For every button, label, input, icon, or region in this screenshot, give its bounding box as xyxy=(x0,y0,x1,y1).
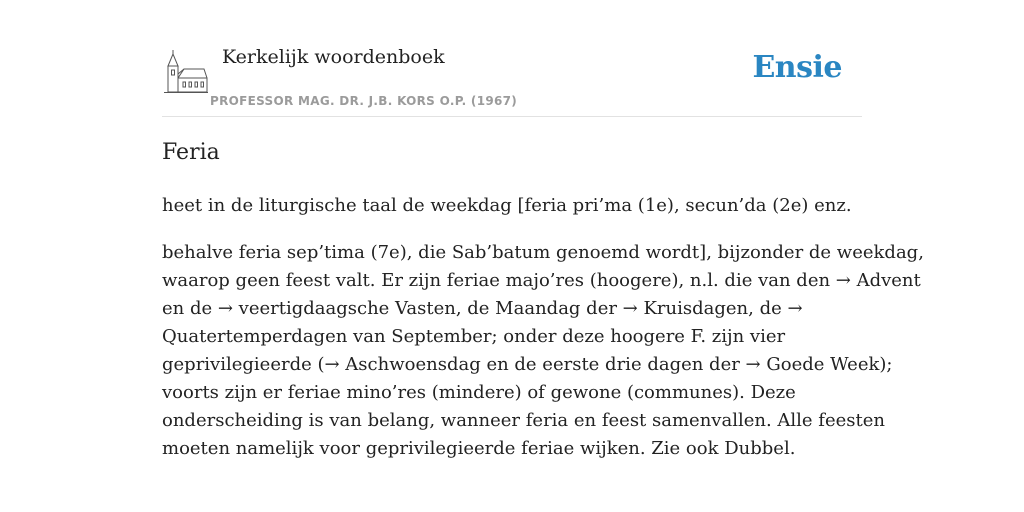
book-title[interactable]: Kerkelijk woordenboek xyxy=(222,46,445,68)
paragraph-line: behalve feria sep’tima (7e), die Sab’batum genoemd wordt], bijzonder de weekdag, xyxy=(162,242,924,263)
author-label: PROFESSOR MAG. DR. J.B. KORS O.P. (1967) xyxy=(210,94,518,108)
paragraph-line: moeten namelijk voor geprivilegieerde feriae wijken. Zie ook Dubbel. xyxy=(162,438,796,459)
paragraph-line: Quatertemperdagen van September; onder deze hoogere F. zijn vier xyxy=(162,326,786,347)
ensie-logo-link[interactable]: Ensie xyxy=(752,50,842,85)
paragraph-line: geprivilegieerde (→ Aschwoensdag en de eerste drie dagen der → Goede Week); xyxy=(162,354,893,375)
church-icon xyxy=(164,49,208,95)
entry-paragraph: heet in de liturgische taal de weekdag [feria pri’ma (1e), secun’da (2e) enz. xyxy=(162,195,852,216)
paragraph-line: onderscheiding is van belang, wanneer feria en feest samenvallen. Alle feesten xyxy=(162,410,885,431)
paragraph-line: voorts zijn er feriae mino’res (mindere) of gewone (communes). Deze xyxy=(162,382,796,403)
paragraph-line: en de → veertigdaagsche Vasten, de Maandag der → Kruisdagen, de → xyxy=(162,298,803,319)
entry-title: Feria xyxy=(162,140,220,165)
paragraph-line: waarop geen feest valt. Er zijn feriae majo’res (hoogere), n.l. die van den → Advent xyxy=(162,270,921,291)
entry-paragraph xyxy=(162,239,924,463)
header xyxy=(162,40,862,117)
